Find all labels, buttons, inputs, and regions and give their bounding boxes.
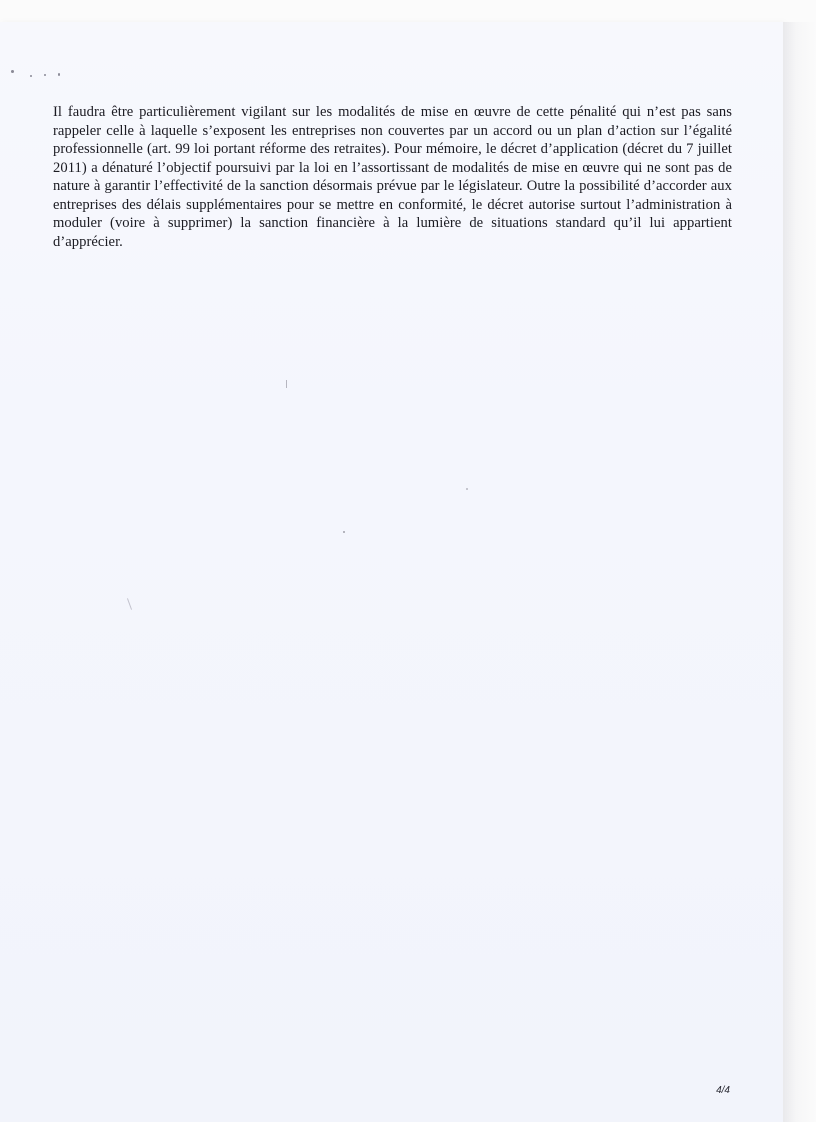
page-number: 4/4 [716, 1085, 730, 1096]
scan-speck [44, 74, 46, 76]
scan-speck [11, 70, 14, 73]
scan-speck [30, 75, 32, 77]
scan-speck [466, 488, 468, 490]
scan-speck [343, 531, 345, 533]
scan-speck [286, 380, 287, 388]
scan-speck [58, 73, 60, 76]
body-paragraph: Il faudra être particulièrement vigilant sur les modalités de mise en œuvre de cette pénalité qui n’est pas sans rappeler celle à laquelle s’exposent les entreprises non couvertes par un accord ou un plan d’action sur l’égalité professionnelle (art. 99 loi portant réforme des retraites). Pour mémoire, le décret d’application (décret du 7 juillet 2011) a dénaturé l’objectif poursuivi par la loi en l’assortissant de modalités de mise en œuvre qui ne sont pas de nature à garantir l’effectivité de la sanction désormais prévue par le législateur. Outre la possibilité d’accorder aux entreprises des délais supplémentaires pour se mettre en conformité, le décret autorise surtout l’administration à moduler (voire à supprimer) la sanction financière à la lumière de situations standard qu’il lui appartient d’apprécier. [53, 104, 732, 250]
page-right-edge [783, 22, 816, 1122]
scan-top-strip [0, 0, 816, 22]
